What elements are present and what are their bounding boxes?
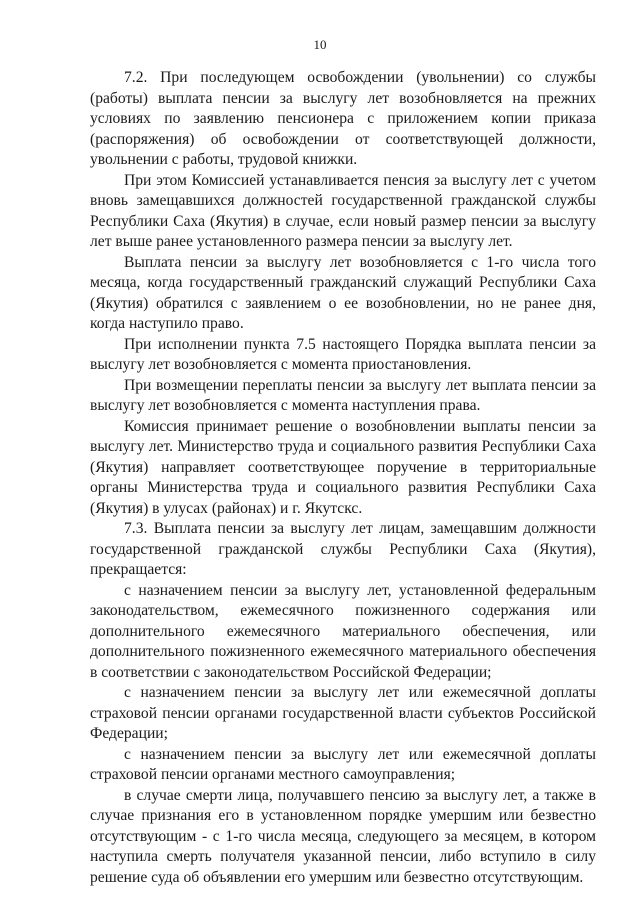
page-number: 10 <box>313 37 327 52</box>
paragraph-resumption-date: Выплата пенсии за выслугу лет возобновляется с 1-го числа того месяца, когда государственный гражданский служащий Республики Саха (Якутия) обратился с заявлением о ее возобновлении, но не ранее дня, когда наступило право. <box>90 253 596 332</box>
paragraph-clause-7-5: При исполнении пункта 7.5 настоящего Порядка выплата пенсии за выслугу лет возобновляется с момента приостановления. <box>90 335 596 373</box>
list-item-federal-pension: с назначением пенсии за выслугу лет, установленной федеральным законодательством, ежемесячного пожизненного содержания или дополнительного ежемесячного материального обеспечения, или дополнительного пожизненного ежемесячного материального обеспечения в соответствии с законодательством Российской Федерации; <box>90 581 596 681</box>
list-item-death: в случае смерти лица, получавшего пенсию за выслугу лет, а также в случае признания его в установленном порядке умершим или безвестно отсутствующим - с 1-го числа месяца, следующего за месяцем, в котором наступила смерть получателя указанной пенсии, либо вступило в силу решение суда об объявлении его умершим или безвестно отсутствующим. <box>90 786 596 886</box>
document-body <box>90 68 596 888</box>
paragraph-overpayment: При возмещении переплаты пенсии за выслугу лет выплата пенсии за выслугу лет возобновляется с момента наступления права. <box>90 376 596 414</box>
list-item-regional-pension: с назначением пенсии за выслугу лет или ежемесячной доплаты страховой пенсии органами государственной власти субъектов Российской Федерации; <box>90 684 596 742</box>
paragraph-7-2: 7.2. При последующем освобождении (увольнении) со службы (работы) выплата пенсии за выслугу лет возобновляется на прежних условиях по заявлению пенсионера с приложением копии приказа (распоряжения) об освобождении от соответствующей должности, увольнении с работы, трудовой книжки. <box>90 69 596 168</box>
paragraph-7-3: 7.3. Выплата пенсии за выслугу лет лицам, замещавшим должности государственной гражданской службы Республики Саха (Якутия), прекращается: <box>90 520 596 578</box>
list-item-local-pension: с назначением пенсии за выслугу лет или ежемесячной доплаты страховой пенсии органами местного самоуправления; <box>90 745 596 783</box>
paragraph-recalculation: При этом Комиссией устанавливается пенсия за выслугу лет с учетом вновь замещавшихся должностей государственной гражданской службы Республики Саха (Якутия) в случае, если новый размер пенсии за выслугу лет выше ранее установленного размера пенсии за выслугу лет. <box>90 171 596 250</box>
paragraph-commission-decision: Комиссия принимает решение о возобновлении выплаты пенсии за выслугу лет. Министерство труда и социального развития Республики Саха (Якутия) направляет соответствующее поручение в территориальные органы Министерства труда и социального развития Республики Саха (Якутия) в улусах (районах) и г. Якутскс. <box>90 417 596 517</box>
